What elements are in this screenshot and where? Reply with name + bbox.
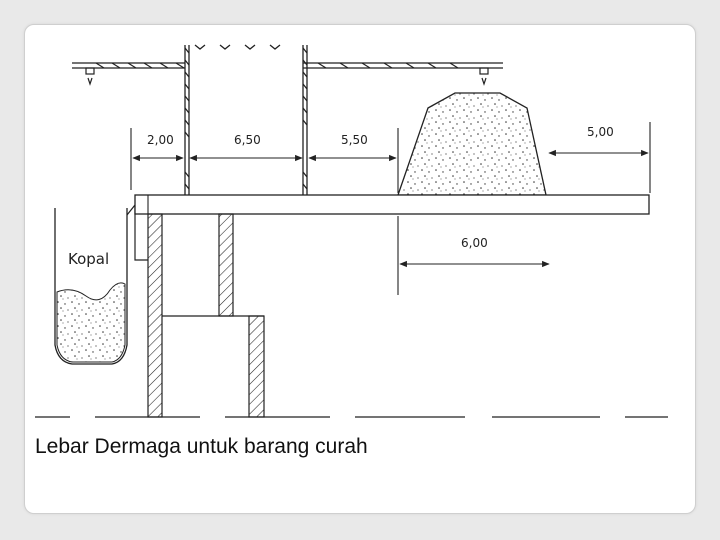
dimension-deck-extension [398,216,549,295]
dimension-label-ship-to-shed: 2,00 [147,133,174,147]
dimension-label-shed: 6,50 [234,133,261,147]
crane-rails [72,63,503,84]
dimension-label-pile-to-edge: 5,00 [587,125,614,139]
bulk-material-pile [398,93,546,195]
ship-hull [55,205,148,364]
dimension-label-shed-to-pile: 5,50 [341,133,368,147]
dimension-label-deck-extension: 6,00 [461,236,488,250]
ship-label: Kopal [68,250,110,268]
support-columns [148,214,264,417]
shed-structure [185,45,307,195]
diagram-caption: Lebar Dermaga untuk barang curah [35,435,368,458]
wharf-deck [135,195,649,214]
